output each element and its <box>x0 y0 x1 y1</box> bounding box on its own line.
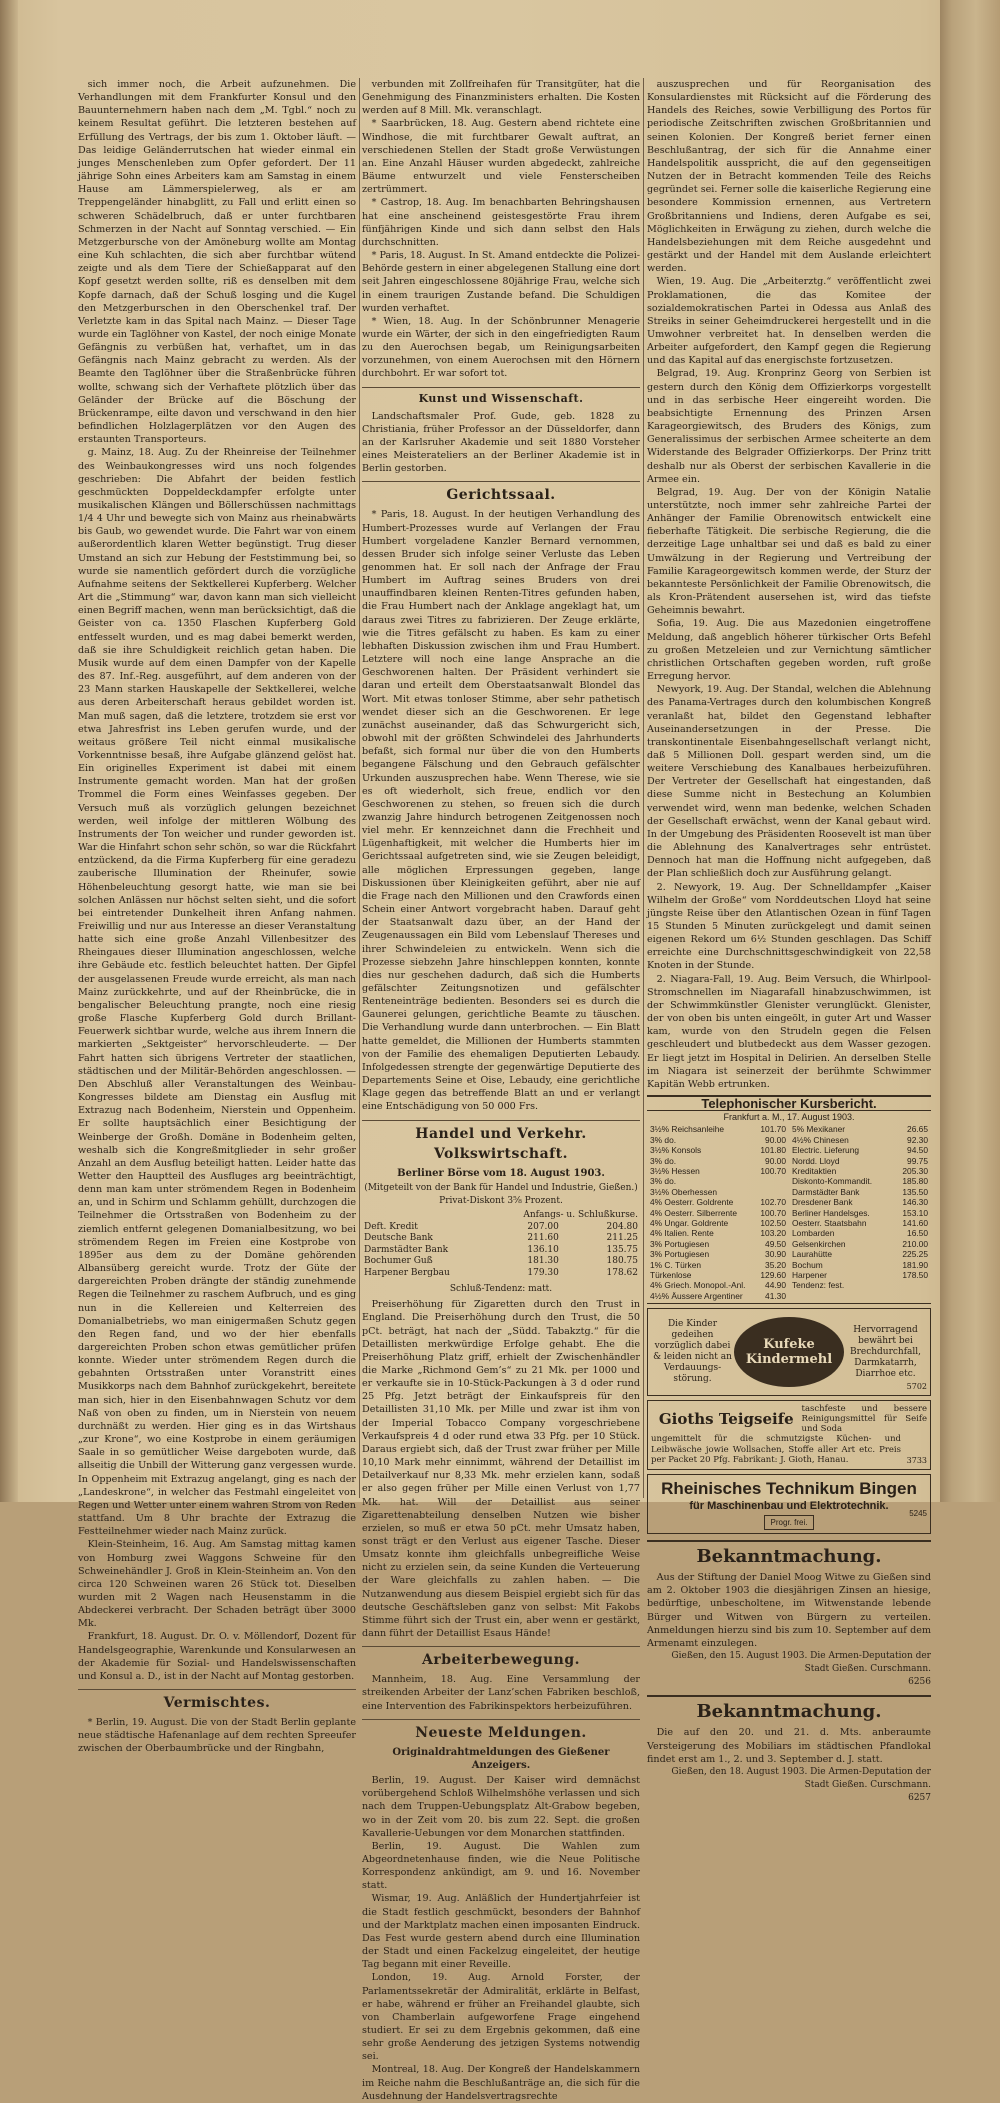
column-divider <box>359 78 360 1498</box>
kurs-name: Diskonto-Kommandit. <box>792 1176 873 1187</box>
boerse-note: (Mitgeteilt von der Bank für Handel und Industrie, Gießen.) Privat-Diskont 3⅝ Prozent. <box>364 1182 638 1206</box>
article-paragraph: 2. Niagara-Fall, 19. Aug. Beim Versuch, die Whirlpool-Stromschnellen im Niagarafall hinabzuschwimmen, ist der Schwimmkünstler Glenister verunglückt. Glenister, der von oben bis unten eingeölt, in guter Art und Wasser kam, wurde von den Strudeln gegen die Felsen geschleudert und blutbedeckt aus dem Wasser gezogen. Er liegt jetzt im Hospital in Delirien. An derselben Stelle im Niagara ist seinerzeit der berühmte Schwimmer Kapitän Webb ertrunken. <box>647 973 931 1090</box>
kurs-value: 181.90 <box>902 1259 928 1270</box>
kurs-row <box>789 1135 931 1145</box>
kurs-name: 5% Mexikaner <box>792 1124 846 1135</box>
kurs-value: 100.70 <box>760 1207 786 1218</box>
boerse-column-header: Anfangs- u. Schlußkurse. <box>523 1210 638 1221</box>
article-paragraph: * Berlin, 19. August. Die von der Stadt Berlin geplante neue städtische Hafenanlage auf dem rechten Spreeufer zwischen der Oberbaumbrücke und der Ringbahn, <box>78 1717 356 1755</box>
kurs-row <box>647 1228 789 1238</box>
table-row: Deutsche Bank 211.60 211.25 <box>364 1233 638 1244</box>
kurs-name: 4% Griech. Monopol.-Anl. <box>650 1280 746 1291</box>
kurs-name: Nordd. Lloyd <box>792 1155 840 1166</box>
article-paragraph: Frankfurt, 18. August. Dr. O. v. Möllendorf, Dozent für Handelsgeographie, Warenkunde und Konsularwesen an der Akademie für Sozial- und Handelswissenschaften und Konsul a. D., ist in der Nacht auf Montag gestorben. <box>78 1631 356 1682</box>
kurs-name: Tendenz: fest. <box>792 1280 845 1291</box>
kurs-value: 103.20 <box>760 1228 786 1239</box>
table-row: Deft. Kredit 207.00 204.80 <box>364 1221 638 1232</box>
ad-number: 6257 <box>908 1793 931 1804</box>
kurs-name: Gelsenkirchen <box>792 1238 846 1249</box>
article-paragraph: Preiserhöhung für Zigaretten durch den Trust in England. Die Preiserhöhung durch den Trust, die 50 pCt. beträgt, hat nach der „Südd. Tabakztg.“ für die Detaillisten merkwürdige Erfolge gehabt. Ehe die Preiserhöhung Platz griff, erhielt der Zwischenhändler die Marke „Richmond Gem’s“ zu 21 Mk. per 1000 und er verkaufte sie in 10-Stück-Packungen à 3 d oder rund 25 Pfg. Jetzt beträgt der Einkaufspreis für den Detaillisten 31,10 Mk. per Mille und zwar ist ihm von der Imperial Tobacco Company vorgeschriebene Verkaufspreis 4 d oder rund etwa 33 Pfg. per 10 Stück. Daraus ergiebt sich, daß der Trust zwar früher per Mille 10,10 Mark mehr einnimmt, während der Detaillist im Detailverkauf nur 8,33 Mk. mehr erzielen kann, sodaß er also gegen früher per Mille einen Verlust von 1,77 Mk. hat. Will der Detaillist aus seiner Zigarettenabteilung denselben Nutzen wie bisher erzielen, so muß er etwa 50 pCt. mehr Umsatz haben, sonst trägt er den Verlust aus eigener Tasche. Dieser Umsatz konnte ihm gleichfalls unbegreifliche Weise nicht zu erzielen sein, da seine Kunden die Verteuerung der Ware gleichfalls zu zahlen haben. — Die Nutzanwendung aus diesem Beispiel ergiebt sich für das deutsche Geschäftsleben ganz von selbst: Mit Fakobs Stimme führt sich der Trust ein, aber wenn er gestärkt, dann führt der Detaillist Esaus Hände! <box>362 1299 640 1640</box>
article-paragraph: g. Mainz, 18. Aug. Zu der Rheinreise der Teilnehmer des Weinbaukongresses wird uns noch folgendes geschrieben: Die Abfahrt der beiden festlich geschmückten Doppeldeckdampfer erfolgte unter musikalischen Klängen und Böllerschüssen nachmittags 1/4 4 Uhr und bewegte sich von Mainz aus rheinabwärts bis Gaub, wo gewendet wurde. Die Fahrt war von einem außerordentlich klaren Wetter begünstigt. Trug dieser Umstand an sich zur Hebung der Feststimmung bei, so wurde sie namentlich gefördert durch die vorzügliche Aufnahme seitens der Sektkellerei Kupferberg. Welcher Art die „Stimmung“ war, davon kann man sich vielleicht einen Begriff machen, wenn man berücksichtigt, daß die Geister von ca. 1350 Flaschen Kupferberg Gold entfesselt wurden, und es mag dabei bemerkt werden, daß sie ihre Schuldigkeit reichlich getan haben. Die Musik wurde auf dem einen Dampfer von der Kapelle des 87. Inf.-Reg. ausgeführt, auf dem anderen von der 23 Mann starken Hauskapelle der Sektkellerei, welche aus deren Arbeiterschaft heraus gebildet worden ist. Man muß sagen, daß die letztere, trotzdem sie erst vor etwa Jahresfrist ins Leben gerufen wurde, und der weitaus größere Teil nicht einmal musikalische Vorkenntnisse besaß, ihre Aufgabe glänzend gelöst hat. Ein originelles Experiment ist dabei mit einem Instrumente gemacht worden. Man hat der großen Trommel die Form eines Weinfasses gegeben. Der Versuch muß als vorzüglich gelungen bezeichnet werden, weil infolge der mittleren Wölbung des Instruments der Ton weicher und runder geworden ist. War die Hinfahrt schon sehr schön, so war die Rückfahrt entzückend, da die Firma Kupferberg für eine geradezu zauberische Illumination der Rheinufer, sowie Höhenbeleuchtung gesorgt hatte, wie man sie bei solchen Anlässen nur höchst selten sieht, und die sofort bei eintretender Dunkelheit ihren Anfang nahmen. Freiwillig und nur aus Interesse an dieser Veranstaltung hatte sich eine große Anzahl Villenbesitzer des Rheingaues dieser Illumination angeschlossen, welche ihre Gebäude etc. festlich beleuchtet hatten. Der Gipfel der ausgelassenen Freude wurde erreicht, als man nach Mainz zurückkehrte, und auf der Rheinbrücke, die in bengalischer Beleuchtung prangte, noch eine riesig große Flasche Kupferberg Gold durch Brillant-Feuerwerk sichtbar wurde, welche aus ihrem Innern die markierten „Sektgeister“ hervorschleuderte. — Der Fahrt hatten sich übrigens Vertreter der staatlichen, städtischen und der Militär-Behörden angeschlossen. — Den Abschluß aller Veranstaltungen des Weinbau-Kongresses bildete am Dienstag ein Ausflug mit Extrazug nach Bodenheim, Nierstein und Oppenheim. Er sollte hauptsächlich einer Besichtigung der Weinberge der Großh. Domäne in Bodenheim gelten, weshalb sich die Kongreßmitglieder in sehr großer Anzahl an dem Ausflug beteiligt hatten. Leider hatte das Wetter den Hauptteil des Ausfluges arg beeinträchtigt, denn man kam unter strömendem Regen in Bodenheim an, und in Schirm und Schlamm gehüllt, durchzogen die Teilnehmer die Ortsstraßen von Bodenheim zu der ziemlich entfernt gelegenen Domanialbesitzung, wo bei strömendem Regen im Freien eine Kostprobe von 1895er aus dem zu der Domäne gehörenden Albansüberg gereicht wurde. Trotz der Güte der dargereichten Proben drängte der ständig zunehmende Regen die Teilnehmer zu raschem Aufbruch, und es ging nun in die Kellereien und Kelterreien des Domanialbetriebs, wo man einigermaßen Schutz gegen den Regen fand, und wo der hier ebenfalls dargereichten Proben schon etwas gemütlicher prüfen konnte. Wieder unter strömendem Regen durch die gebahnten Ortsstraßen unter Voranstritt eines Musikkorps nach dem Bahnhof zurückgekehrt, bereitete man sich, hier in den Eisenbahnwagen Schutz vor dem Naß von oben zu finden, um in Nierstein von neuem durchnäßt zu werden. Hier ging es in das Wirtshaus „zur Krone“, wo eine Kostprobe in einem geräumigen Saale in so gemütlicher Weise dargeboten wurde, daß allseitig die Unbill der Witterung ganz vergessen wurde. In Oppenheim mit Extrazug angelangt, ging es nach der „Landeskrone“, in welcher das Festmahl eingeleitet von Regen und Wetter unter einem wahren Strom von Reden stattfand. Um 8 Uhr brachte der Extrazug die Festteilnehmer wieder nach Mainz zurück. <box>78 447 356 1538</box>
bekanntmachung-text: Die auf den 20. und 21. d. Mts. anberaumte Versteigerung des Mobiliars im städtischen Pfandlokal findet erst am 1., 2. und 3. September d. J. statt. <box>647 1727 931 1765</box>
kurs-row <box>647 1270 789 1280</box>
page-binding <box>0 0 18 1502</box>
kurs-value: 90.00 <box>765 1155 786 1166</box>
kurs-value: 129.60 <box>760 1270 786 1281</box>
kurs-value: 94.50 <box>907 1145 928 1156</box>
kurs-value: 102.70 <box>760 1197 786 1208</box>
kurs-row <box>789 1239 931 1249</box>
kurs-name: 3½% Hessen <box>650 1165 700 1176</box>
section-heading-gerichtssaal: Gerichtssaal. <box>362 481 640 505</box>
article-paragraph: * Castrop, 18. Aug. Im benachbarten Behringshausen hat eine anscheinend geistesgestörte Frau ihrem fünfjährigen Kinde und sich dann selbst den Hals durchschnitten. <box>362 197 640 248</box>
column-3 <box>647 78 931 1804</box>
article-paragraph: Sofia, 19. Aug. Die aus Mazedonien eingetroffene Meldung, daß angeblich höherer türkischer Orts Befehl zu großen Metzeleien und zur Vernichtung sämtlicher christlichen Ortschaften gegeben worden, ruft große Erregung hervor. <box>647 618 931 683</box>
kurs-value: 205.30 <box>902 1165 928 1176</box>
column-2 <box>362 78 640 2102</box>
kurs-name: 1% C. Türken <box>650 1259 702 1270</box>
kurs-value: 92.30 <box>907 1134 928 1145</box>
kurs-name: Harpener <box>792 1270 827 1281</box>
advertisement-gioth <box>647 1400 931 1470</box>
kurs-name: Kreditaktien <box>792 1165 837 1176</box>
kurs-row <box>789 1166 931 1176</box>
section-heading-kunst: Kunst und Wissenschaft. <box>362 387 640 407</box>
kurs-row <box>789 1228 931 1238</box>
kursbericht-date: Frankfurt a. M., 17. August 1903. <box>723 1112 855 1123</box>
kurs-name: Berliner Handelsges. <box>792 1207 870 1218</box>
ad-number: 5245 <box>909 1508 927 1518</box>
kurs-name: 4½% Äussere Argentiner <box>650 1290 743 1301</box>
article-paragraph: Landschaftsmaler Prof. Gude, geb. 1828 zu Christiania, früher Professor an der Düsseldorfer, dann an der Karlsruher Akademie und seit 1880 Vorsteher eines Meisterateliers an der Berliner Akademie ist in Berlin gestorben. <box>362 410 640 475</box>
advertisement-technikum-bingen <box>647 1474 931 1534</box>
kurs-value: 102.50 <box>760 1218 786 1228</box>
kurs-name: Dresdener Bank <box>792 1197 853 1208</box>
table-row: Harpener Bergbau 179.30 178.62 <box>364 1267 638 1278</box>
article-paragraph: London, 19. Aug. Arnold Forster, der Parlamentssekretär der Admiralität, erklärte in Belfast, er habe, während er früher an Freihandel glaubte, sich von Chamberlain aufgeworfene Frage eingehend studiert. Er sei zu dem Ergebnis gekommen, daß eine sehr große Aenderung des jetzigen Systems notwendig sei. <box>362 1972 640 2063</box>
section-heading-vermischtes: Vermischtes. <box>78 1689 356 1713</box>
kurs-row <box>647 1187 789 1197</box>
kurs-row <box>789 1124 931 1134</box>
kurs-name: Bochum <box>792 1259 823 1270</box>
kurs-value: 16.50 <box>907 1228 928 1239</box>
kurs-name: 3½% Oberhessen <box>650 1186 718 1197</box>
kurs-row <box>789 1187 931 1197</box>
article-paragraph: Klein-Steinheim, 16. Aug. Am Samstag mittag kamen von Homburg zwei Waggons Schweine für den Schweinehändler J. Groß in Klein-Steinheim an. Von den circa 120 Schweinen waren 26 Stück tot. Dieselben wurden mit 2 Wagen nach Heusenstamm in die Abdeckerei verbracht. Der Schaden beträgt über 3000 Mk. <box>78 1539 356 1630</box>
kurs-row <box>647 1280 789 1290</box>
bekanntmachung-signature: Gießen, den 15. August 1903. Die Armen-Deputation der Stadt Gießen. Curschmann. <box>671 1651 931 1675</box>
kurs-row <box>789 1197 931 1207</box>
kufeke-right-text: Hervorragend bewährt bei Brechdurchfall, Darmkatarrh, Diarrhoe etc. <box>849 1324 922 1379</box>
kurs-name: 3% Portugiesen <box>650 1249 710 1260</box>
article-paragraph: * Paris, 18. August. In St. Amand entdeckte die Polizei-Behörde gestern in einer abgelegenen Stallung eine dort seit Jahren eingeschlossene 80jährige Frau, welche sich in einem traurigen Zustande befand. Die Schuldigen wurden verhaftet. <box>362 250 640 314</box>
column-1 <box>78 78 356 1755</box>
kurs-row <box>789 1218 931 1228</box>
kurs-row <box>789 1145 931 1155</box>
gioth-right-text: taschfeste und bessere Reinigungsmittel für Seife und Soda <box>801 1404 927 1435</box>
table-row: Darmstädter Bank 136.10 135.75 <box>364 1244 638 1255</box>
boerse-table <box>362 1210 640 1279</box>
kurs-name: Oesterr. Staatsbahn <box>792 1218 867 1228</box>
kurs-row <box>647 1239 789 1249</box>
kufeke-logo: Kufeke Kindermehl <box>734 1317 844 1387</box>
kurs-name: 3% Portugiesen <box>650 1238 710 1249</box>
kurs-name: 4% Oesterr. Silberrente <box>650 1207 738 1218</box>
kurs-row <box>647 1208 789 1218</box>
kurs-name: 4½% Chinesen <box>792 1134 849 1145</box>
kurs-name: 3% do. <box>650 1134 677 1145</box>
kurs-value: 153.10 <box>902 1207 928 1218</box>
section-heading-handel: Handel und Verkehr. Volkswirtschaft. <box>362 1120 640 1164</box>
article-paragraph: Newyork, 19. Aug. Der Standal, welchen die Ablehnung des Panama-Vertrages durch den kolumbischen Kongreß veranlaßt hat, bildet den Gegenstand lebhafter Auseinandersetzungen in der Presse. Die transkontinentale Eisenbahngesellschaft verlangt nicht, daß 5 Millionen Doll. gespart werden sind, um die weitere Verschiebung des Kanalbaues herbeizuführen. Der Vertreter der Gesellschaft hat eingestanden, daß diese Summe nicht in Bestechung an Kolumbien verwendet wird, wenn man bedenke, welchen Schaden der Gesellschaft erwächst, wenn der Kanal gebaut wird. In der Umgebung des Präsidenten Roosevelt ist man über die Ablehnung des Kanalvertrages sehr entrüstet. Dennoch hat man die Hoffnung nicht aufgegeben, daß der Plan schließlich doch zur Ausführung gelangt. <box>647 684 931 880</box>
kurs-name: 4% Ungar. Goldrente <box>650 1218 729 1228</box>
article-paragraph: * Paris, 18. August. In der heutigen Verhandlung des Humbert-Prozesses wurde auf Verlangen der Frau Humbert vorgeladene Kanzler Bernard vernommen, dessen Bruder sich infolge seiner Verluste das Leben genommen hat. Er soll nach der Anfrage der Frau Humbert im Auftrag seines Bruders von drei unauffindbaren kleinen Renten-Titres gefunden haben, die Frau Humbert nach der Anklage angeklagt hat, um daraus zwei Titres zu fabrizieren. Der Zeuge erklärte, wie die Titres gefälscht zu haben. Es kam zu einer lebhaften Diskussion zwischen ihm und Frau Humbert. Letztere will noch eine lange Ansprache an die Geschworenen halten. Der Präsident verhindert sie daran und erteilt dem Oberstaatsanwalt Blondel das Wort. Mit etwas tonloser Stimme, aber sehr pathetisch wendet dieser sich an die Geschworenen. Er lege zunächst auseinander, daß das Schwurgericht sich, obwohl mit der größten Schwindelei des Jahrhunderts befaßt, sich formal nur über die von den Humberts begangene Fälschung und den Gebrauch gefälschter Urkunden auszusprechen habe. Wenn Therese, wie sie es oft wiederholt, sich freue, endlich vor den Geschworenen zu stehen, so freuen sich die durch zwanzig Jahre hindurch betrogenen Zeitgenossen noch viel mehr. Er kennzeichnet dann die Frechheit und Lügenhaftigkeit, mit welcher die Humberts hier im Gerichtssaal aufgetreten sind, wie sie Zeugen beleidigt, alle möglichen Erpressungen gegeben, lange Diskussionen über Kleinigkeiten geführt, aber nie auf die Frage nach den Millionen und den Crawfords einen Schein einer Antwort vorgebracht haben. Darauf geht der Staatsanwalt dazu über, an der Hand der Zeugenaussagen ein Bild vom Lebenslauf Thereses und ihrer Schwindeleien zu entwickeln. Wenn sich die Prozesse siebzehn Jahre hinschleppen konnten, konnte dies nur geschehen dadurch, daß sich die Humberts gefälschter Zeitungsnotizen und gefälschter Renteneinträge bedienten. Besonders sei es durch die Gaunerei gelungen, gerichtliche Beamte zu täuschen. Die Verhandlung wurde dann unterbrochen. — Ein Blatt hatte gemeldet, die Millionen der Humberts stammten von der Familie des ehemaligen Deputierten Lebaudy. Infolgedessen strengte der gegenwärtige Deputierte des Departements Seine et Oise, Lebaudy, eine gerichtliche Klage gegen das betreffende Blatt an und er verlangt eine Entschädigung von 50 000 Frs. <box>362 509 640 1113</box>
kurs-name: 3% do. <box>650 1155 677 1166</box>
gioth-text: ungemittelt für die schmutzigste Küchen- und Leibwäsche jowie Wollsachen, Stoffe aller Art etc. Preis per Packet 20 Pfg. Fabrikant: J. Gioth, Hanau. <box>651 1434 901 1466</box>
kurs-row <box>647 1218 789 1228</box>
technikum-program-badge: Progr. frei. <box>764 1515 815 1530</box>
kurs-row <box>647 1166 789 1176</box>
kurs-row <box>789 1260 931 1270</box>
article-paragraph: Wien, 19. Aug. Die „Arbeiterztg.“ veröffentlicht zwei Proklamationen, die das Komitee der sozialdemokratischen Partei in Odessa aus Anlaß des Streiks in seiner Geheimdruckerei hergestellt und in die Umwohner verbreitet hat. In denselben werden die Arbeiter aufgefordert, den Kampf gegen die Regierung und das Kapital auf das energischste fortzusetzen. <box>647 276 931 367</box>
kurs-value: 146.30 <box>902 1197 928 1208</box>
kurs-value: 30.90 <box>765 1249 786 1260</box>
ad-number: 6256 <box>908 1677 931 1688</box>
kurs-row <box>647 1260 789 1270</box>
kurs-value: 41.30 <box>765 1290 786 1301</box>
article-paragraph: auszusprechen und für Reorganisation des Konsulardienstes mit Rücksicht auf die Förderung des Handels des Reiches, sowie Verbilligung des Portos für periodische Zeitschriften zwischen Großbritannien und seinen Kolonien. Der Kongreß beriet ferner einen Beschlußantrag, der sich für die Annahme einer Handelspolitik ausspricht, die auf den gegenseitigen Nutzen der in Betracht kommenden Teile des Reichs gegründet sei. Ferner solle die kaiserliche Regierung eine besondere Kommission ernennen, aus Vertretern Großbritanniens und Indiens, deren Aufgabe es sei, Möglichkeiten in Erwägung zu ziehen, durch welche die Handelsbeziehungen mit dem Reiche ausgedehnt und gestärkt und der Handel mit dem Auslande erleichtert werden. <box>647 79 931 275</box>
kurs-value: 49.50 <box>765 1238 786 1249</box>
advertisement-kufeke <box>647 1308 931 1396</box>
article-paragraph: * Wien, 18. Aug. In der Schönbrunner Menagerie wurde ein Wärter, der sich in den eingefriedigten Raum zu den Auerochsen begab, um Reinigungsarbeiten vorzunehmen, von einem Auerochsen mit den Hörnern durchbohrt. Er war sofort tot. <box>362 315 640 380</box>
article-paragraph: Belgrad, 19. Aug. Kronprinz Georg von Serbien ist gestern durch den König dem Offizierkorps vorgestellt und in das serbische Heer eingereiht worden. Die beabsichtigte Ernennung des Prinzen Arsen Karageorgiewitsch, des Bruders des Königs, zum Generalissimus der serbischen Armee scheiterte an dem Widerstande des Belgrader Offizierkorps. Der Prinz tritt deshalb nur als Oberst der serbischen Kavallerie in die Armee ein. <box>647 368 931 485</box>
kurs-name: Laurahütte <box>792 1249 833 1260</box>
kurs-name: 4% Italien. Rente <box>650 1228 714 1239</box>
article-paragraph: Berlin, 19. August. Die Wahlen zum Abgeordnetenhause finden, wie die Neue Politische Korrespondenz ankündigt, am 9. und 16. November statt. <box>362 1840 640 1892</box>
kurs-value: 178.50 <box>902 1270 928 1281</box>
kurs-value: 141.60 <box>902 1218 928 1228</box>
kurs-name: Darmstädter Bank <box>792 1186 860 1197</box>
kurs-name: Electric. Lieferung <box>792 1145 860 1156</box>
kurs-row <box>647 1176 789 1186</box>
column-divider <box>643 78 644 1498</box>
kurs-row <box>647 1156 789 1166</box>
kurs-value: 101.80 <box>760 1145 786 1156</box>
ad-number: 3733 <box>906 1455 927 1465</box>
kursbericht-right-column <box>789 1124 931 1301</box>
section-heading-neueste: Neueste Meldungen. <box>362 1719 640 1743</box>
kurs-row <box>789 1270 931 1280</box>
kurs-value: 225.25 <box>902 1249 928 1260</box>
kurs-row <box>647 1291 789 1301</box>
kurs-name: Lombarden <box>792 1228 835 1239</box>
neueste-subheading: Originaldrahtmeldungen des Gießener Anzeigers. <box>392 1746 610 1771</box>
kursbericht-table <box>647 1124 931 1304</box>
article-paragraph: 2. Newyork, 19. Aug. Der Schnelldampfer „Kaiser Wilhelm der Große“ vom Norddeutschen Lloyd hat seine jüngste Reise über den Atlantischen Ozean in fünf Tagen 15 Stunden 5 Minuten zurückgelegt und damit seinen eigenen Rekord um 6½ Stunden geschlagen. Das Schiff erreichte eine Durchschnittsgeschwindigkeit von 22,58 Knoten in der Stunde. <box>647 881 931 972</box>
kufeke-left-text: Die Kinder gedeihen vorzüglich dabei & leiden nicht an Verdauungs-störung. <box>653 1319 732 1385</box>
kurs-row <box>789 1176 931 1186</box>
technikum-title: Rheinisches Technikum Bingen <box>661 1478 917 1498</box>
kurs-row <box>647 1135 789 1145</box>
kurs-value: 135.50 <box>902 1186 928 1197</box>
kurs-value: 210.00 <box>902 1238 928 1249</box>
article-paragraph: * Saarbrücken, 18. Aug. Gestern abend richtete eine Windhose, die mit furchtbarer Gewalt auftrat, an verschiedenen Stellen der Stadt große Verwüstungen an. Eine Anzahl Häuser wurden abgedeckt, zahlreiche Bäume entwurzelt und viele Fensterscheiben zertrümmert. <box>362 118 640 196</box>
kursbericht-left-column <box>647 1124 789 1301</box>
kurs-row <box>789 1280 931 1290</box>
article-paragraph: Wismar, 19. Aug. Anläßlich der Hundertjahrfeier ist die Stadt festlich geschmückt, besonders der Bahnhof und der Marktplatz machen einen imposanten Eindruck. Das Fest wurde gestern abend durch eine Illumination der Stadt und einen Fackelzug eingeleitet, der heutige Tag begann mit einer Reveille. <box>362 1893 640 1971</box>
kurs-value: 185.80 <box>902 1176 928 1187</box>
kurs-value: 100.70 <box>760 1165 786 1176</box>
kurs-value: 35.20 <box>765 1259 786 1270</box>
kurs-row <box>789 1249 931 1259</box>
kurs-name: 3% do. <box>650 1176 677 1187</box>
kurs-row <box>789 1208 931 1218</box>
kurs-value: 101.70 <box>760 1124 786 1135</box>
article-paragraph: Berlin, 19. August. Der Kaiser wird demnächst vorübergehend Schloß Wilhelmshöhe verlassen und sich nach dem Truppen-Uebungsplatz Alt-Grabow begeben, wo in der Zeit vom 20. bis zum 22. Sept. die großen Kavallerie-Uebungen vor dem Monarchen stattfinden. <box>362 1775 640 1839</box>
kurs-row <box>647 1124 789 1134</box>
ad-number: 5702 <box>906 1382 927 1392</box>
article-paragraph: Mannheim, 18. Aug. Eine Versammlung der streikenden Arbeiter der Lanz’schen Fabriken beschloß, eine Intervention des Fabrikinspektors herbeizuführen. <box>362 1674 640 1712</box>
bekanntmachung-signature: Gießen, den 18. August 1903. Die Armen-Deputation der Stadt Gießen. Curschmann. <box>671 1766 931 1791</box>
article-paragraph: verbunden mit Zollfreihafen für Transitgüter, hat die Genehmigung des Finanzministers erhalten. Die Kosten werden auf 8 Mill. Mk. veranschlagt. <box>362 79 640 117</box>
technikum-subtitle: für Maschinenbau und Elektrotechnik. <box>689 1499 889 1512</box>
kurs-row <box>789 1156 931 1166</box>
gioth-title: Gioths Teigseife <box>658 1409 794 1428</box>
kurs-value: 26.65 <box>907 1124 928 1135</box>
boerse-heading: Berliner Börse vom 18. August 1903. <box>397 1167 605 1179</box>
kurs-row <box>647 1197 789 1207</box>
bekanntmachung-text: Aus der Stiftung der Daniel Moog Witwe zu Gießen sind am 2. Oktober 1903 die diesjährigen Zinsen an hiesige, bedürftige, unbescholtene, im Witwenstande lebende Bürger und Witwen von Bürgern zu verteilen. Anmeldungen hierzu sind bis zum 10. September auf dem Armenamt einzulegen. <box>647 1572 931 1649</box>
kurs-name: Türkenlose <box>650 1270 692 1281</box>
kurs-value: 90.00 <box>765 1134 786 1145</box>
table-row: Bochumer Guß 181.30 180.75 <box>364 1256 638 1267</box>
adjacent-page-edge <box>940 0 1000 1502</box>
kurs-value: 44.90 <box>765 1280 786 1291</box>
article-paragraph: Montreal, 18. Aug. Der Kongreß der Handelskammern im Reiche nahm die Beschlußanträge an, die sich für die Ausdehnung der Handelsvertragsrechte <box>362 2064 640 2102</box>
kurs-row <box>647 1145 789 1155</box>
article-paragraph: Belgrad, 19. Aug. Der von der Königin Natalie unterstützte, noch immer sehr zahlreiche Partei der Anhänger der Familie Obrenowitsch entwickelt eine fieberhafte Tätigkeit. Die serbische Regierung, die die derzeitige Lage unhaltbar sei und daß es bald zu einer Umwälzung in der Regierung und Vertreibung der Familie Karageorgewitsch kommen werde, der Sturz der bekannteste Persönlichkeit der Familie Obrenowitsch, die als Kron-Prätendent ausersehen ist, wird das tiefste Geheimnis bewahrt. <box>647 486 931 617</box>
article-paragraph: sich immer noch, die Arbeit aufzunehmen. Die Verhandlungen mit dem Frankfurter Konsul und den Bauunternehmern haben nach dem „M. Tgbl.“ noch zu keinem Resultat geführt. Die letzteren bestehen auf Erfüllung des Vertrags, der bis zum 1. Oktober läuft. — Das leidige Geländerrutschen hat wieder einmal ein junges Menschenleben zum Opfer gefordert. Der 11 jährige Sohn eines Arbeiters kam am Samstag in einem Hause am Lämmerspielerweg, als er am Treppengeländer hinabglitt, zu Fall und erlitt einen so schweren Schädelbruch, daß er unter furchtbaren Schmerzen in der Nacht auf Sonntag verschied. — Ein Metzgerbursche von der Amöneburg wollte am Montag eine Kuh schlachten, die sich aber furchtbar wütend zeigte und als dem Tiere der Schießapparat auf den Kopf gesetzt werden sollte, riß es denselben mit dem Kopfe darnach, daß der Schuß losging und die Kugel den Metzgerburschen in den Oberschenkel traf. Der Verletzte kam in das Spital nach Mainz. — Dieser Tage wurde ein Taglöhner von Kastel, der noch einige Monate Gefängnis zu verbüßen hat, verhaftet, um in das Gefängnis nach Mainz gebracht zu werden. Als der Beamte den Taglöhner über die Straßenbrücke führen wollte, schwang sich der Verhaftete plötzlich über das Geländer der Brücke auf die Böschung der Brückenrampe, eilte davon und verschwand in den hier befindlichen Holzlagerplätzen vor den Augen des erstaunten Transporteurs. <box>78 79 356 446</box>
bekanntmachung-heading: Bekanntmachung. <box>647 1695 931 1724</box>
kurs-row <box>647 1249 789 1259</box>
boerse-tendenz: Schluß-Tendenz: matt. <box>449 1284 553 1295</box>
kurs-name: 3½% Konsols <box>650 1145 702 1156</box>
kurs-name: 4% Oesterr. Goldrente <box>650 1197 734 1208</box>
kursbericht-heading: Telephonischer Kursbericht. <box>647 1095 931 1111</box>
kurs-value: 99.75 <box>907 1155 928 1166</box>
bekanntmachung-heading: Bekanntmachung. <box>647 1540 931 1569</box>
kurs-name: 3½% Reichsanleihe <box>650 1124 725 1135</box>
section-heading-arbeiterbewegung: Arbeiterbewegung. <box>362 1646 640 1670</box>
